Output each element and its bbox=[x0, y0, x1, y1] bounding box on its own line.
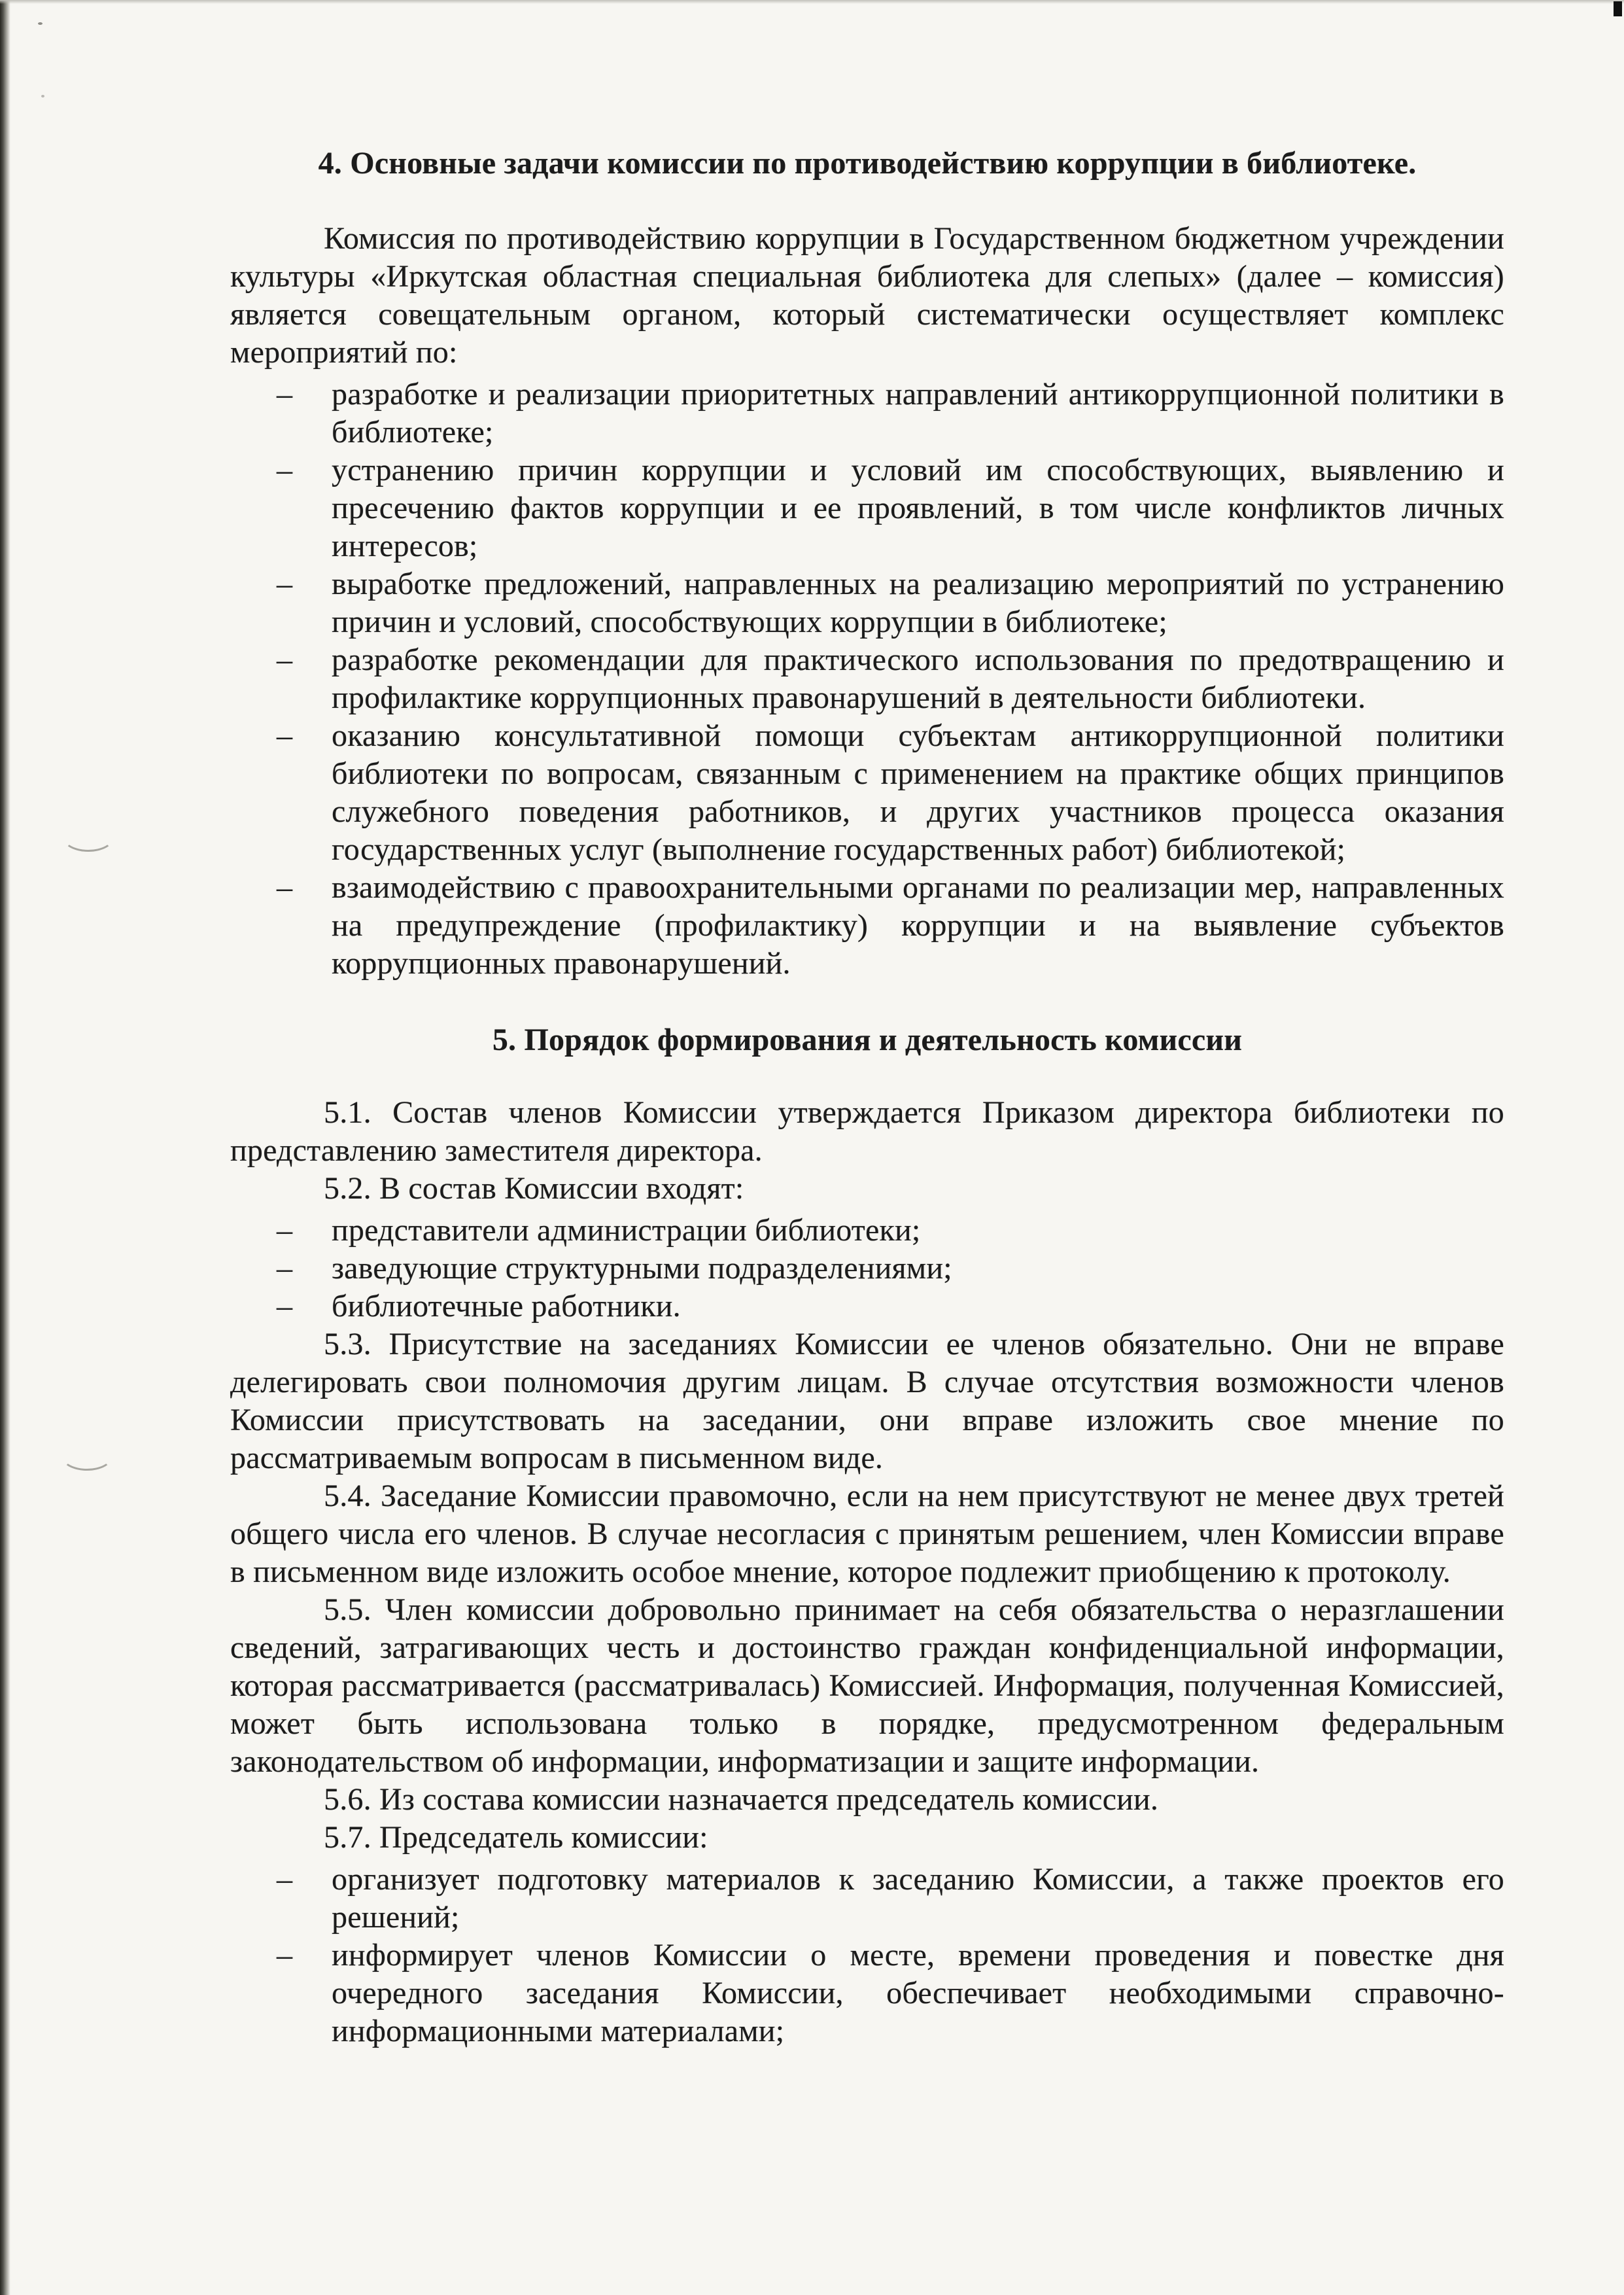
dash-marker: – bbox=[277, 718, 293, 753]
dash-marker: – bbox=[277, 1862, 293, 1897]
clause-5-2: 5.2. В состав Комиссии входят: bbox=[324, 1171, 744, 1206]
list-item-text: разработке рекомендации для практического использования по предотвращению и профилактике коррупционных правонарушений в деятельности библиотеки. bbox=[332, 642, 1504, 715]
scan-speck bbox=[41, 95, 44, 97]
list-item-text: представители администрации библиотеки; bbox=[332, 1213, 921, 1248]
list-item-text: информирует членов Комиссии о месте, времени проведения и повестке дня очередного заседания Комиссии, обеспечивает необходимыми справочно-информационными материалами; bbox=[332, 1938, 1504, 2048]
section-4-heading: 4. Основные задачи комиссии по противодействию коррупции в библиотеке. bbox=[318, 146, 1417, 181]
clause-5-5: 5.5. Член комиссии добровольно принимает на себя обязательства о неразглашении сведений, затрагивающих честь и достоинство граждан конфиденциальной информации, которая рассматривается (рассматривалась) Комиссией. Информация, полученная Комиссией, может быть использована только в порядке, предусмотренном федеральным законодательством об информации, информатизации и защите информации. bbox=[230, 1592, 1504, 1779]
section-5-member-list bbox=[230, 1212, 1504, 1325]
pen-mark bbox=[62, 822, 114, 852]
scan-top-edge-shadow bbox=[0, 0, 1624, 4]
dash-marker: – bbox=[277, 1289, 293, 1323]
section-4-intro-paragraph: Комиссия по противодействию коррупции в Государственном бюджетном учреждении культуры «Иркутская областная специальная библиотека для слепых» (далее – комиссия) является совещательным органом, который систематически осуществляет комплекс мероприятий по: bbox=[230, 221, 1504, 370]
dash-marker: – bbox=[277, 453, 293, 487]
dash-marker: – bbox=[277, 567, 293, 601]
list-item bbox=[230, 641, 1504, 717]
list-item-text: разработке и реализации приоритетных направлений антикоррупционной политики в библиотеке; bbox=[332, 377, 1504, 449]
list-item bbox=[230, 717, 1504, 869]
list-item bbox=[230, 451, 1504, 565]
list-item bbox=[230, 1250, 1504, 1288]
clause-5-1: 5.1. Состав членов Комиссии утверждается Приказом директора библиотеки по представлению заместителя директора. bbox=[230, 1095, 1504, 1168]
clause-5-6: 5.6. Из состава комиссии назначается председатель комиссии. bbox=[324, 1782, 1159, 1817]
dash-marker: – bbox=[277, 377, 293, 412]
dash-marker: – bbox=[277, 870, 293, 905]
list-item bbox=[230, 869, 1504, 983]
scan-corner-artifact bbox=[1614, 1, 1622, 16]
list-item-text: организует подготовку материалов к заседанию Комиссии, а также проектов его решений; bbox=[332, 1862, 1504, 1935]
pen-mark bbox=[61, 1441, 113, 1471]
clause-5-3: 5.3. Присутствие на заседаниях Комиссии ее членов обязательно. Они не вправе делегировать свои полномочия другим лицам. В случае отсутствия возможности членов Комиссии присутствовать на заседании, они вправе изложить свое мнение по рассматриваемым вопросам в письменном виде. bbox=[230, 1327, 1504, 1475]
list-item bbox=[230, 376, 1504, 451]
chairman-duty-list bbox=[230, 1861, 1504, 2050]
list-item-text: устранению причин коррупции и условий им способствующих, выявлению и пресечению фактов коррупции и ее проявлений, в том числе конфликтов личных интересов; bbox=[332, 453, 1504, 563]
section-4-task-list bbox=[230, 376, 1504, 983]
list-item bbox=[230, 1288, 1504, 1325]
list-item bbox=[230, 1861, 1504, 1936]
list-item-text: заведующие структурными подразделениями; bbox=[332, 1251, 952, 1286]
list-item bbox=[230, 1212, 1504, 1250]
scan-left-edge-shadow bbox=[0, 0, 10, 2295]
list-item-text: выработке предложений, направленных на реализацию мероприятий по устранению причин и условий, способствующих коррупции в библиотеке; bbox=[332, 567, 1504, 639]
list-item-text: оказанию консультативной помощи субъектам антикоррупционной политики библиотеки по вопросам, связанным с применением на практике общих принципов служебного поведения работников, и других участников процесса оказания государственных услуг (выполнение государственных работ) библиотекой; bbox=[332, 718, 1504, 867]
list-item bbox=[230, 1936, 1504, 2050]
dash-marker: – bbox=[277, 1938, 293, 1972]
list-item-text: библиотечные работники. bbox=[332, 1289, 681, 1323]
dash-marker: – bbox=[277, 1213, 293, 1248]
list-item-text: взаимодействию с правоохранительными органами по реализации мер, направленных на предупреждение (профилактику) коррупции и на выявление субъектов коррупционных правонарушений. bbox=[332, 870, 1504, 981]
document-text-block bbox=[230, 145, 1504, 2050]
clause-5-7: 5.7. Председатель комиссии: bbox=[324, 1820, 708, 1855]
scan-speck bbox=[38, 22, 43, 25]
clause-5-4: 5.4. Заседание Комиссии правомочно, если на нем присутствуют не менее двух третей общего числа его членов. В случае несогласия с принятым решением, член Комиссии вправе в письменном виде изложить особое мнение, которое подлежит приобщению к протоколу. bbox=[230, 1479, 1504, 1589]
dash-marker: – bbox=[277, 1251, 293, 1286]
section-5-heading: 5. Порядок формирования и деятельность комиссии bbox=[492, 1023, 1243, 1057]
dash-marker: – bbox=[277, 642, 293, 677]
list-item bbox=[230, 565, 1504, 641]
